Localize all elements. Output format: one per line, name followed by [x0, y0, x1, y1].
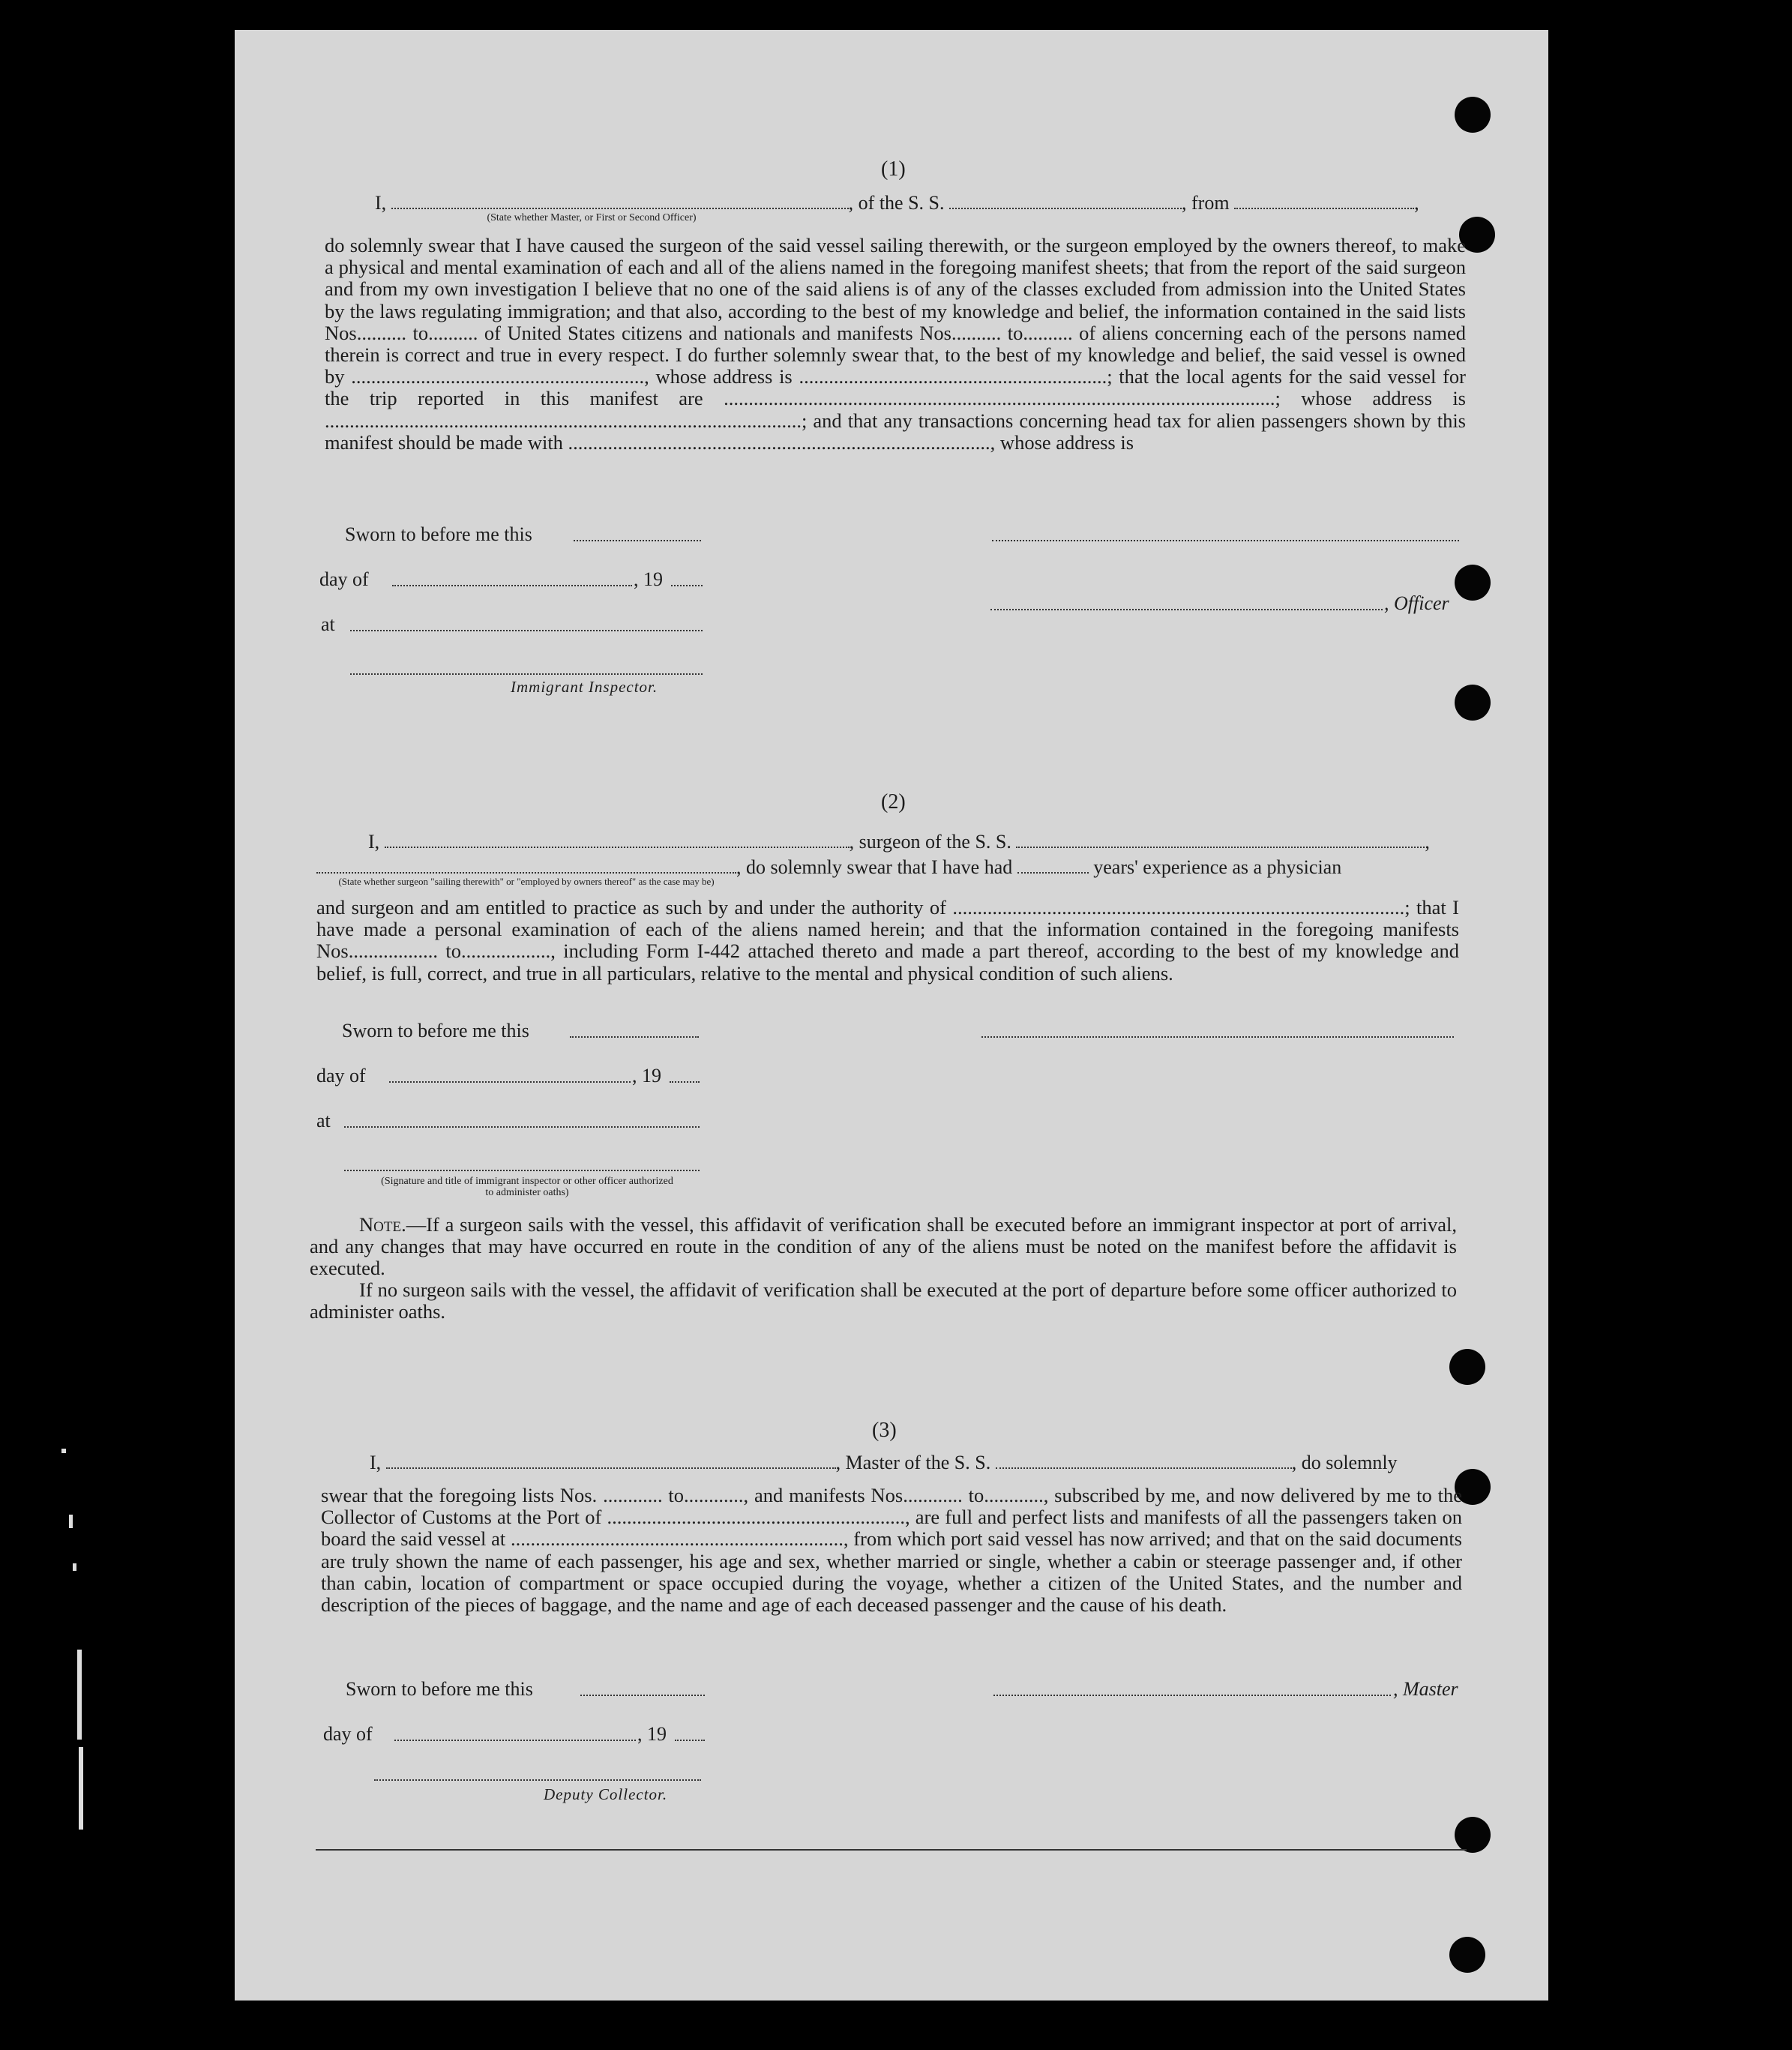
at-label: at: [316, 1110, 331, 1131]
officer-signature-field[interactable]: [992, 540, 1459, 541]
sworn-day-field[interactable]: [580, 1695, 705, 1696]
surgeon-oath-paragraph: and surgeon and am entitled to practice as such by and under the authority of ...........................................................................................; that I have made a personal examination of each of the aliens named herein; and that the information contained in the foregoing manifests Nos.................. to.................., including Form I-442 attached thereto and made a part thereof, according to the best of my knowledge and belief, is full, correct, and true in all particulars, relative to the mental and physical condition of such aliens.: [316, 896, 1459, 985]
punch-hole: [1449, 1349, 1485, 1385]
section-number: (3): [872, 1419, 897, 1442]
bottom-rule: [316, 1849, 1467, 1851]
officer-oath-paragraph: do solemnly swear that I have caused the surgeon of the said vessel sailing therewith, or the surgeon employed by the owners thereof, to make a physical and mental examination of each and all of the aliens named in the foregoing manifest sheets; that from the report of the said surgeon and from my own investigation I believe that no one of the said aliens is of any of the classes excluded from admission into the United States by the laws regulating immigration; and that also, according to the best of my knowledge and belief, the information contained in the said lists Nos.......... to.......... of United States citizens and nationals and manifests Nos.......... to.......... of aliens concerning each of the persons named therein is correct and true in every respect. I do further solemnly swear that, to the best of my knowledge and belief, the said vessel is owned by ..........................................................., whose address is ..............................................................; that the local agents for the said vessel for the trip reported in this manifest are ...............................................................................................................; whose address is ................................................................................................; and that any transactions concerning head tax for alien passengers shown by this manifest should be made with ....................................................................................., whose address is: [325, 234, 1466, 454]
officer-statement-line: I, , of the S. S. , from ,: [375, 192, 1419, 214]
day-of-label: day of: [316, 1065, 366, 1086]
punch-hole: [1455, 97, 1491, 133]
collector-signature-field[interactable]: [374, 1779, 701, 1781]
film-speck: [69, 1515, 73, 1528]
surgeon-signature-field[interactable]: [981, 1036, 1454, 1038]
year-label: , 19: [634, 568, 663, 590]
year-field[interactable]: [670, 1081, 700, 1083]
from-port-field[interactable]: [1234, 193, 1414, 209]
swear-label: , do solemnly swear that I have had: [736, 856, 1013, 878]
film-speck: [77, 1650, 82, 1740]
inspector-title: Immigrant Inspector.: [511, 678, 658, 696]
at-field[interactable]: [344, 1126, 700, 1128]
years-label: years' experience as a physician: [1093, 856, 1342, 878]
film-speck: [73, 1563, 76, 1571]
surgeon-statement-line: I, , surgeon of the S. S. ,: [368, 831, 1430, 853]
years-field[interactable]: [1017, 857, 1089, 874]
master-oath-paragraph: swear that the foregoing lists Nos. ............ to............, and manifests Nos............ to............, subscribed by me, and now delivered by me to the Collector of Customs at the Port of ............................................................, are full and perfect lists and manifests of all the passengers taken on board the said vessel at ..................................................................., from which port said vessel has now arrived; and that on the said documents are truly shown the name of each passenger, his age and sex, whether married or single, whether a cabin or steerage passenger and, if other than cabin, location of compartment or space occupied during the voyage, whether a citizen of the United States, and the number and description of the pieces of baggage, and the name and age of each deceased passenger and the cause of his death.: [321, 1484, 1462, 1617]
at-field[interactable]: [350, 630, 703, 631]
pronoun-label: I,: [370, 1452, 382, 1473]
vessel-name-field[interactable]: [996, 1452, 1292, 1469]
master-signature-field[interactable]: [993, 1695, 1391, 1696]
section-number: (1): [881, 157, 906, 181]
film-speck: [61, 1449, 66, 1453]
officer-name-field[interactable]: [391, 193, 849, 209]
day-of-field[interactable]: [392, 585, 632, 586]
surgeon-status-field[interactable]: [316, 857, 736, 874]
punch-hole: [1455, 1817, 1491, 1853]
day-of-field[interactable]: [389, 1081, 631, 1083]
at-label: at: [321, 613, 335, 635]
sworn-label: Sworn to before me this: [345, 523, 532, 545]
year-label: , 19: [632, 1065, 661, 1086]
surgeon-caption: (State whether surgeon "sailing therewith" or "employed by owners thereof" as the case may be): [338, 876, 715, 887]
note-paragraph: Note.—If a surgeon sails with the vessel, this affidavit of verification shall be executed before an immigrant inspector at port of arrival, and any changes that may have occurred en route in the condition of any of the aliens must be noted on the manifest before the affidavit is executed.: [310, 1213, 1457, 1280]
note-label: Note.: [359, 1213, 406, 1236]
day-of-label: day of: [323, 1723, 373, 1745]
master-statement-line: [370, 1452, 1398, 1474]
authorized-officer-caption: (Signature and title of immigrant inspector or other officer authorized to administer oaths): [381, 1176, 673, 1198]
sworn-label: Sworn to before me this: [342, 1020, 529, 1041]
note-paragraph-2: If no surgeon sails with the vessel, the affidavit of verification shall be executed at the port of departure before some officer authorized to administer oaths.: [310, 1278, 1457, 1323]
master-of-ss-label: , Master of the S. S.: [835, 1452, 991, 1473]
vessel-name-field[interactable]: [1016, 832, 1425, 848]
of-ss-label: , of the S. S.: [848, 192, 945, 214]
sworn-day-field[interactable]: [570, 1036, 699, 1038]
year-label: , 19: [637, 1723, 667, 1745]
officer-name-line[interactable]: [990, 609, 1383, 610]
manifest-verification-page: [235, 30, 1548, 2001]
film-speck: [79, 1747, 83, 1830]
day-of-label: day of: [319, 568, 369, 590]
pronoun-label: I,: [368, 831, 380, 853]
officer-title: , Officer: [1384, 592, 1449, 614]
punch-hole: [1455, 565, 1491, 601]
inspector-signature-field[interactable]: [350, 673, 703, 675]
surgeon-of-ss-label: , surgeon of the S. S.: [849, 831, 1011, 853]
year-field[interactable]: [675, 1740, 705, 1741]
year-field[interactable]: [671, 585, 703, 586]
sworn-day-field[interactable]: [574, 540, 701, 541]
do-solemnly-label: , do solemnly: [1291, 1452, 1398, 1473]
pronoun-label: I,: [375, 192, 387, 214]
authorized-officer-signature-field[interactable]: [344, 1170, 700, 1171]
officer-caption: (State whether Master, or First or Second Officer): [487, 212, 697, 223]
deputy-collector-title: Deputy Collector.: [544, 1785, 668, 1803]
surgeon-name-field[interactable]: [385, 832, 850, 848]
day-of-field[interactable]: [394, 1740, 636, 1741]
master-name-field[interactable]: [386, 1452, 836, 1469]
punch-hole: [1455, 685, 1491, 721]
section-number: (2): [881, 790, 906, 814]
from-label: , from: [1182, 192, 1230, 214]
vessel-name-field[interactable]: [949, 193, 1182, 209]
punch-hole: [1449, 1937, 1485, 1973]
master-title: , Master: [1393, 1678, 1458, 1700]
sworn-label: Sworn to before me this: [346, 1678, 533, 1700]
